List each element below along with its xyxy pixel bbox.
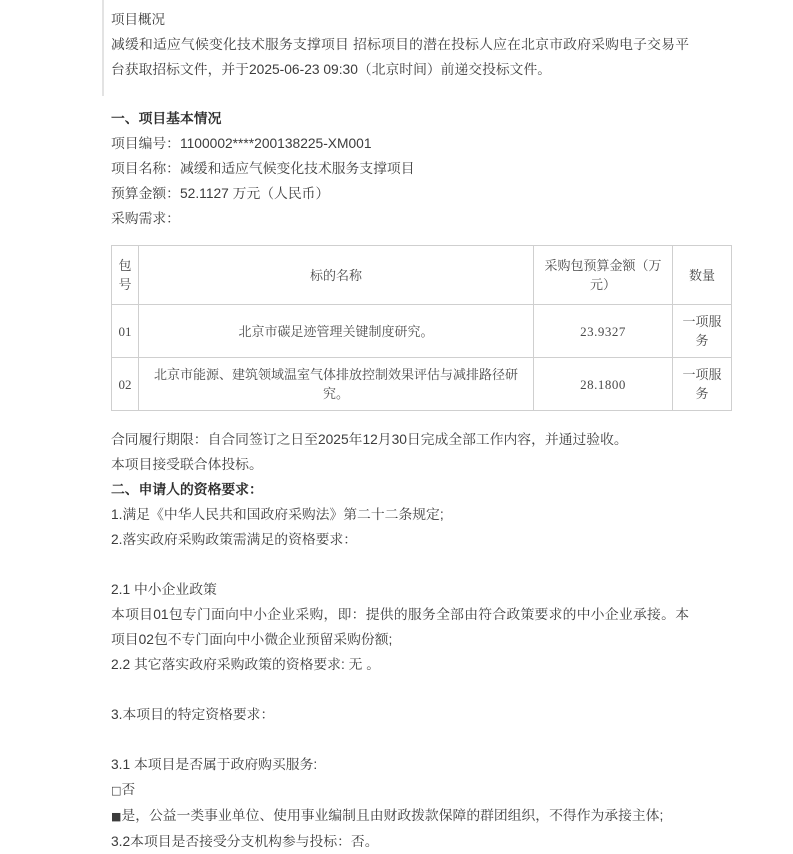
table-cell-amount: 28.1800 bbox=[534, 358, 673, 411]
table-header-row bbox=[112, 246, 732, 305]
table-header-qty: 数量 bbox=[673, 246, 732, 305]
section3-sub32: 3.2本项目是否接受分支机构参与投标：否。 bbox=[111, 834, 379, 849]
table-cell-no: 01 bbox=[112, 305, 139, 358]
consortium-line: 本项目接受联合体投标。 bbox=[111, 457, 263, 472]
table-cell-name: 北京市碳足迹管理关键制度研究。 bbox=[139, 305, 534, 358]
demand-label: 采购需求： bbox=[111, 211, 180, 226]
table-cell-amount: 23.9327 bbox=[534, 305, 673, 358]
option-no-row bbox=[111, 777, 689, 803]
option-yes-row bbox=[111, 803, 689, 829]
option-yes-label: 是，公益一类事业单位、使用事业编制且由财政拨款保障的群团组织，不得作为承接主体; bbox=[121, 808, 664, 823]
budget-label: 预算金额： bbox=[111, 186, 180, 201]
table-cell-qty: 一项服务 bbox=[673, 305, 732, 358]
spacer-after-overview bbox=[111, 88, 689, 106]
spacer-before-31 bbox=[111, 727, 689, 752]
table-header-amount: 采购包预算金额（万元） bbox=[534, 246, 673, 305]
section3-sub31-title: 3.1 本项目是否属于政府购买服务: bbox=[111, 757, 318, 772]
project-number-line bbox=[111, 131, 689, 156]
overview-left-rule bbox=[102, 0, 104, 96]
table-row bbox=[112, 305, 732, 358]
contract-term-line: 合同履行期限：自合同签订之日至2025年12月30日完成全部工作内容，并通过验收。 bbox=[111, 432, 628, 447]
table-cell-qty: 一项服务 bbox=[673, 358, 732, 411]
budget-line bbox=[111, 181, 689, 206]
table-header-name: 标的名称 bbox=[139, 246, 534, 305]
document-content bbox=[111, 0, 722, 854]
section3-heading: 3.本项目的特定资格要求： bbox=[111, 707, 275, 722]
project-name-value: 减缓和适应气候变化技术服务支撑项目 bbox=[179, 161, 415, 176]
section2-item1: 1.满足《中华人民共和国政府采购法》第二十二条规定; bbox=[111, 507, 444, 522]
section2-sub21-title: 2.1 中小企业政策 bbox=[111, 582, 217, 597]
spacer-before-section3 bbox=[111, 677, 689, 702]
project-number-value: 1100002****200138225-XM001 bbox=[179, 136, 372, 151]
overview-title: 项目概况 bbox=[111, 12, 165, 27]
project-name-line bbox=[111, 156, 689, 181]
table-cell-no: 02 bbox=[112, 358, 139, 411]
section1-heading: 一、项目基本情况 bbox=[111, 111, 222, 126]
project-number-label: 项目编号： bbox=[111, 136, 180, 151]
section2-sub22: 2.2 其它落实政府采购政策的资格要求: 无 。 bbox=[111, 657, 381, 672]
spacer-before-21 bbox=[111, 552, 689, 577]
checkbox-unchecked-icon[interactable]: □ bbox=[111, 784, 122, 797]
budget-value: 52.1127 万元（人民币） bbox=[179, 186, 330, 201]
overview-body: 减缓和适应气候变化技术服务支撑项目 招标项目的潜在投标人应在北京市政府采购电子交易平台获取招标文件，并于2025-06-23 09:30（北京时间）前递交投标文件。 bbox=[111, 37, 689, 77]
section2-item2: 2.落实政府采购政策需满足的资格要求： bbox=[111, 532, 358, 547]
checkbox-checked-icon[interactable]: ■ bbox=[111, 810, 122, 823]
project-name-label: 项目名称： bbox=[111, 161, 180, 176]
option-no-label: 否 bbox=[121, 782, 136, 797]
section2-sub21-body: 本项目01包专门面向中小企业采购，即：提供的服务全部由符合政策要求的中小企业承接。本项目02包不专门面向中小微企业预留采购份额; bbox=[111, 607, 689, 647]
section2-heading: 二、申请人的资格要求： bbox=[111, 482, 263, 497]
overview-block bbox=[111, 0, 689, 88]
package-table-wrapper bbox=[111, 245, 722, 411]
table-header-no: 包号 bbox=[112, 246, 139, 305]
package-table bbox=[111, 245, 732, 411]
table-cell-name: 北京市能源、建筑领域温室气体排放控制效果评估与减排路径研究。 bbox=[139, 358, 534, 411]
table-row bbox=[112, 358, 732, 411]
